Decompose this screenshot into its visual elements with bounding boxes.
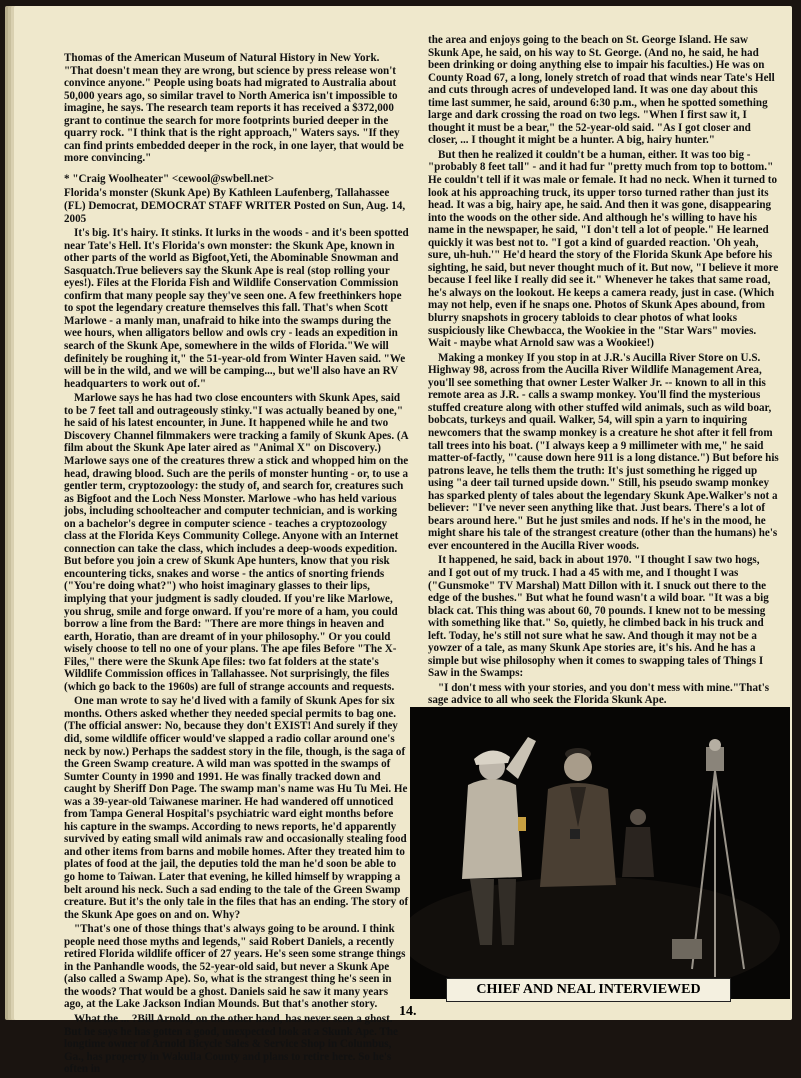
article-paragraph: But then he realized it couldn't be a human, either. It was too big - "probably 8 feet tall" - and it had fur "pretty much from top to bottom." He couldn't tell if it was male or female. It had no neck. When it turned to look at his approaching truck, its upper torso turned rather than just its head. It was a big, hairy ape, he said. And then it was gone, disappearing into the woods on the other side. And although he's willing to have his name in the newspaper, he said, "I don't tell a lot of people." He learned quickly it was best not to. "I got a kind of guarded reaction. 'Oh yeah, sure, uh-huh.'" He'd heard the story of the Florida Skunk Ape before his sighting, he said, but never thought much of it. But now, "I believe it more because I feel like I really did see it." Whenever he takes that same road, he's always on the lookout. He keeps a camera ready, just in case. (Which may not help, even if he snaps one. Photos of Skunk Apes abound, from blurry snapshots in grocery tabloids to clear photos of what looks suspiciously like Chewbacca, the Wookiee in the "Star Wars" movies. Wait - maybe what Arnold saw was a Wookiee!) (428, 148, 779, 350)
photo-scene (410, 707, 790, 999)
article-paragraph: "That's one of those things that's always going to be around. I think people need those myths and legends," said Robert Daniels, a recently retired Florida wildlife officer of 27 years. He's seen some strange things in the Panhandle woods, the 52-year-old said, but never a Skunk Ape (also called a Swamp Ape). So, what is the strangest thing he's seen in the woods? That would be a ghost. Daniels said he saw it many years ago, at the Lake Jackson Indian Mounds. But that's another story. (64, 923, 406, 1011)
article-paragraph: It's big. It's hairy. It stinks. It lurks in the woods - and it's been spotted near Tate's Hell. It's Florida's own monster: the Skunk Ape, known in other parts of the world as Bigfoot,Yeti, the Abominable Snowman and Sasquatch.True believers say the Skunk Ape is real (stop rolling your eyes!). Files at the Florida Fish and Wildlife Conservation Commission confirm that many people say they've seen one. A few freethinkers hope to spot the legendary creature themselves this fall. That's when Scott Marlowe - a manly man, unafraid to hike into the swamps during the wee hours, when alligators bellow and owls cry - leads an expedition in search of the Skunk Ape, somewhere in the wilds of Florida."We will definitely be roughing it," the 51-year-old from Winter Haven said. "We will be in the wild, and we will be camping..., but we'll also have an RV headquarters to work out of." (64, 227, 409, 390)
magazine-page (14, 6, 792, 1076)
article-paragraph: Marlowe says he has had two close encounters with Skunk Apes, said to be 7 feet tall and outrageously stinky."I was actually beaned by one," he said of his latest encounter, in June. It happened while he and two Discovery Channel filmmakers were tracking a family of Skunk Apes. (A film about the Skunk Ape later aired as "Animal X" on Discovery.) Marlowe says one of the creatures threw a stick and whopped him on the head, drawing blood. Such are the perils of monster hunting - or, to use a gentler term, cryptozoology: the study of, and search for, creatures such as Bigfoot and the Loch Ness Monster. Marlowe -who has held various jobs, including schoolteacher and computer technician, and is working on a bachelor's degree in computer science - teaches a cryptozoology class at the Florida Keys Community College. Anyone with an Internet connection can take the class, which includes a deep-woods expedition. But before you join a crew of Skunk Ape hunters, know that you risk encountering ticks, snakes and worse - the antics of snorting friends ("You're doing what?") who hoist imaginary glasses to their lips, implying that your judgment is sadly clouded. If you're like Marlowe, you shrug, smile and forge onward. If you're more of a ham, you could borrow a line from the Bard: "There are more things in heaven and earth, Horatio, than are dreamt of in your philosophy." Or you could wisely choose to tell no one of your plans. The ape files Before "The X-Files," there were the Skunk Ape files: two fat folders at the state's Wildlife Commission offices in Tallahassee. Not surprisingly, the files (which go back to the 1960s) are full of strange accounts and requests. (64, 392, 409, 693)
article-paragraph: Making a monkey If you stop in at J.R.'s Aucilla River Store on U.S. Highway 98, across from the Aucilla River Wildlife Management Area, you'll see something that owner Lester Walker Jr. -- known to all in this remote area as J.R. - calls a swamp monkey. You'll find the mysterious stuffed creature along with other stuffed wild animals, such as wild boar, bobcats, turkeys and quail. Walker, 54, will spin a yarn to inquiring newcomers that the swamp monkey is a creature he shot after it fell from tall trees into his boat. ("I always keep a 9 millimeter with me," he said matter-of-factly, "'cause down here 911 is a long distance.") But before his patrons leave, he tells them the truth: It's just something he rigged up using "a deer tail turned upside down." Still, his pseudo swamp monkey has sparked plenty of tales about the legendary Skunk Ape.Walker's not a believer: "I've never seen anything like that. Just bears. There's a lot of bears around here." But he just smiles and nods. If he's in the mood, he might share his tale of the strangest creature (other than the humans) he's ever encountered in the Aucilla River woods. (428, 351, 779, 552)
email-header: * "Craig Woolheater" <cewool@swbell.net> (64, 172, 275, 185)
article-paragraph: It happened, he said, back in about 1970. "I thought I saw two hogs, and I got out of my truck. I had a 45 with me, and I thought I was ("Gunsmoke" TV Marshal) Matt Dillon with it. I snuck out there to the edge of the bushes." But what he found wasn't a wild boar. "It was a big black cat. This thing was about 60, 70 pounds. I knew not to be messing with something like that." So, quietly, he climbed back in his truck and left. Today, he's still not sure what he saw. And though it may not be a yowzer of a tale, as many Skunk Ape stories are, it's his. And he has a simple but wise philosophy when it comes to swapping tales of Things I Saw in the Swamps: (428, 554, 769, 680)
page-number: 14. (399, 1004, 417, 1019)
photo-caption: CHIEF AND NEAL INTERVIEWED (446, 978, 731, 1002)
article-paragraph: One man wrote to say he'd lived with a family of Skunk Apes for six months. Others asked whether they needed special permits to bag one. (The official answer: No, because they don't EXIST! And surely if they did, some wildlife officer would've slapped a radio collar around one's neck by now.) Perhaps the saddest story in the file, though, is the saga of the Green Swamp creature. A wild man was spotted in the swamps of Sumter County in 1990 and 1991. He was finally tracked down and caught by Sheriff Don Page. The swamp man's name was Hu Tu Mei. He was a 39-year-old Taiwanese mariner. He had wandered off unnoticed from Tampa General Hospital's psychiatric ward eight months before his capture in the swamps. According to news reports, he'd apparently survived by eating small wild animals raw and occasionally stealing food and other items from barns and mobile homes. After they treated him to plates of food at the jail, the deputies told the man he'd soon be able to go home to Taiwan. Later that evening, he killed himself by wrapping a belt around his neck. Such a sad ending to the tale of the Green Swamp creature. But it's the only tale in the files that has an ending. The story of the Skunk Ape goes on and on. Why? (64, 695, 409, 921)
article-paragraph: "I don't mess with your stories, and you don't mess with mine."That's sage advice to all who seek the Florida Skunk Ape. (428, 681, 770, 707)
article-byline: Florida's monster (Skunk Ape) By Kathleen Laufenberg, Tallahassee (FL) Democrat, DEMOCRAT STAFF WRITER Posted on Sun, Aug. 14, 2005 (64, 187, 406, 225)
article-paragraph: Thomas of the American Museum of Natural History in New York. "That doesn't mean they are wrong, but science by press release won't convince anyone." People using boats had migrated to Australia about 50,000 years ago, so similar travel to North America isn't impossible to imagine, he says. The research team reports it has received a $372,000 grant to continue the search for more footprints buried deeper in the quarry rock. "I think that is the right approach," Waters says. "If they can find prints embedded deeper in the rock, in one layer, that would be more convincing." (64, 52, 404, 165)
equipment-box (672, 939, 702, 959)
article-paragraph: the area and enjoys going to the beach on St. George Island. He saw Skunk Ape, he said, on his way to St. George. (And no, he said, he had been drinking or doing anything else to impair his faculties.) He was on County Road 67, a long, lonely stretch of road that winds near Tate's Hell and cuts through acres of undeveloped land. It was one day about this time last summer, he said, around 6:30 p.m., when he spotted something large and dark crossing the road on two legs. "When I first saw it, I thought it must be a bear," the 52-year-old said. "As I got closer and closer, ... I thought it might be a hunter. A big, hairy hunter." (428, 34, 775, 147)
left-column (64, 52, 409, 1078)
right-column (428, 34, 780, 736)
interview-photo (410, 707, 790, 999)
article-paragraph: What the ... ?Bill Arnold, on the other hand, has never seen a ghost. But he says he has gotten a good, unexpected look at a Skunk Ape. The longtime owner of Arnold Bicycle Sales & Service Shop in Columbus, Ga., has property in Wakulla County and plans to retire here. So he's often in (64, 1013, 398, 1076)
